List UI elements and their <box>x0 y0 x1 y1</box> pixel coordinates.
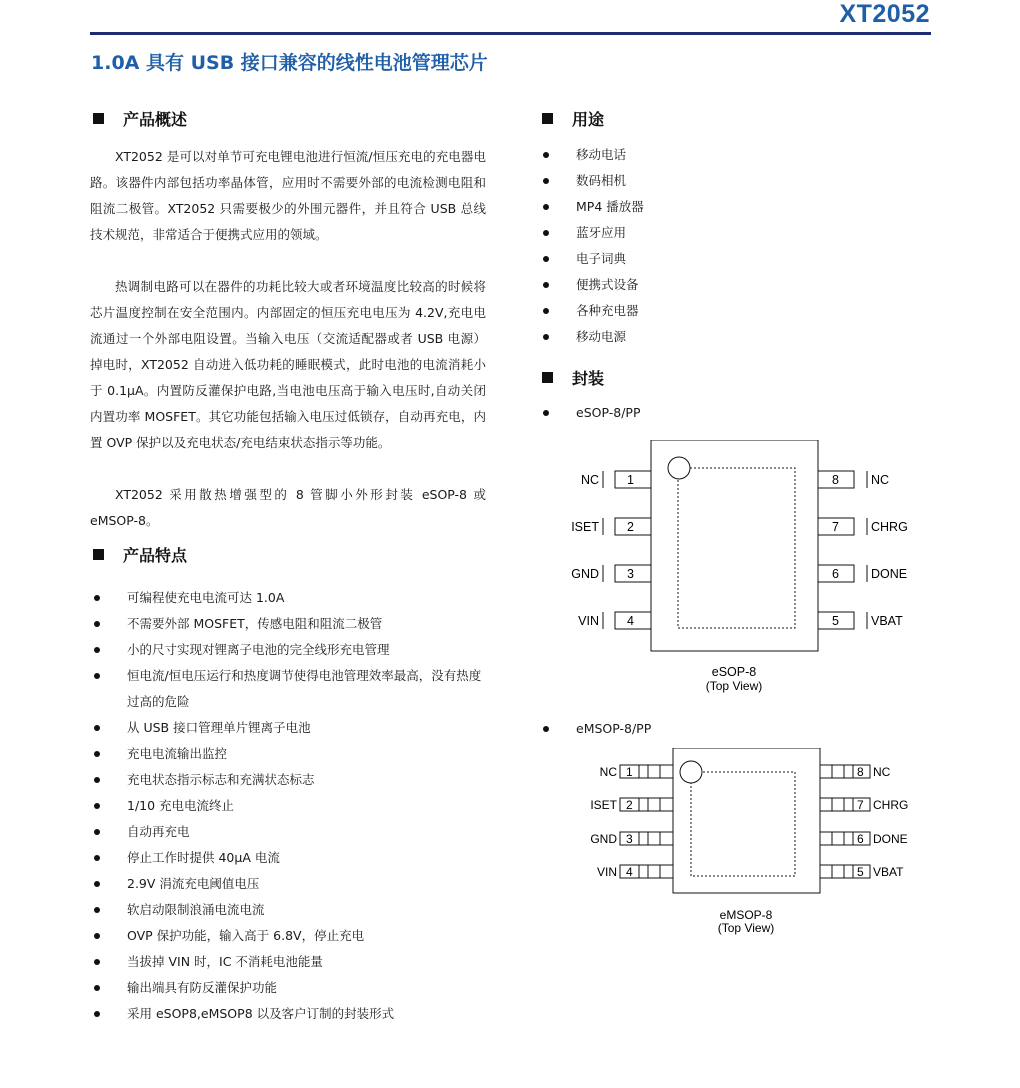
list-item: 1/10 充电电流终止 <box>90 793 489 819</box>
pin-left-3 <box>590 832 673 846</box>
pin-left-4 <box>578 612 651 629</box>
list-item: 蓝牙应用 <box>539 220 644 246</box>
pin-number: 8 <box>832 473 839 487</box>
square-bullet-icon <box>542 113 553 124</box>
list-item: 当拔掉 VIN 时，IC 不消耗电池能量 <box>90 949 489 975</box>
applications-list <box>539 142 644 350</box>
pin-left-1 <box>600 765 673 779</box>
pin1-marker-icon <box>680 761 702 783</box>
pin-number: 3 <box>626 832 633 846</box>
pin-left-3 <box>571 565 651 582</box>
list-item: 移动电话 <box>539 142 644 168</box>
list-item: 不需要外部 MOSFET，传感电阻和阻流二极管 <box>90 611 489 637</box>
esop-package-label: eSOP-8/PP <box>576 405 641 420</box>
pin-number: 2 <box>627 520 634 534</box>
list-item: 软启动限制浪涌电流电流 <box>90 897 489 923</box>
emsop8-pinout-diagram <box>540 748 940 944</box>
list-item: 自动再充电 <box>90 819 489 845</box>
features-heading <box>90 543 187 566</box>
packages-heading <box>539 366 604 389</box>
pin-number: 1 <box>626 765 633 779</box>
pin-name: DONE <box>871 567 908 581</box>
esop8-pinout-diagram <box>540 440 940 702</box>
list-item: 可编程使充电电流可达 1.0A <box>90 585 489 611</box>
square-bullet-icon <box>93 549 104 560</box>
overview-paragraph: XT2052 是可以对单节可充电锂电池进行恒流/恒压充电的充电器电路。该器件内部包括功率晶体管，应用时不需要外部的电流检测电阻和阻流二极管。XT2052 只需要极少的外围元器件，并且符合 USB 总线技术规范，非常适合于便携式应用的领域。 <box>90 149 486 242</box>
pin-name: VIN <box>596 865 617 879</box>
pin-number: 5 <box>832 614 839 628</box>
applications-heading <box>539 107 604 130</box>
pin-right-8 <box>820 765 891 779</box>
pin-number: 4 <box>626 865 633 879</box>
list-item: 恒电流/恒电压运行和热度调节使得电池管理效率最高，没有热度过高的危险 <box>90 663 489 715</box>
list-item: 从 USB 接口管理单片锂离子电池 <box>90 715 489 741</box>
list-item: 充电电流输出监控 <box>90 741 489 767</box>
part-number: XT2052 <box>839 0 930 28</box>
square-bullet-icon <box>542 372 553 383</box>
pin-name: GND <box>571 567 599 581</box>
pin-number: 1 <box>627 473 634 487</box>
overview-paragraph: 热调制电路可以在器件的功耗比较大或者环境温度比较高的时候将芯片温度控制在安全范围内。内部固定的恒压充电电压为 4.2V,充电电流通过一个外部电阻设置。当输入电压（交流适配器或者 USB 电源）掉电时，XT2052 自动进入低功耗的睡眠模式，此时电池的电流消耗小于 0.1μA。内置防反灌保护电路,当电池电压高于输入电压时,自动关闭内置功率 MOSFET。其它功能包括输入电压过低锁存，自动再充电，内置 OVP 保护以及充电状态/充电结束状态指示等功能。 <box>90 279 486 450</box>
pin-name: GND <box>590 832 617 846</box>
list-item: 电子词典 <box>539 246 644 272</box>
pin-right-8 <box>818 471 889 488</box>
pin-right-7 <box>820 798 908 812</box>
pin-number: 7 <box>832 520 839 534</box>
list-item: 2.9V 涓流充电阈值电压 <box>90 871 489 897</box>
pin-right-6 <box>820 832 908 846</box>
pin-name: NC <box>873 765 891 779</box>
square-bullet-icon <box>93 113 104 124</box>
features-heading-text: 产品特点 <box>123 546 188 565</box>
pin-left-4 <box>597 865 673 879</box>
document-title: 1.0A 具有 USB 接口兼容的线性电池管理芯片 <box>91 52 488 74</box>
package-view-note: (Top View) <box>705 679 763 693</box>
pin-name: NC <box>599 765 617 779</box>
list-item: 数码相机 <box>539 168 644 194</box>
pin-right-5 <box>820 865 904 879</box>
pin-name: CHRG <box>871 520 908 534</box>
list-item: 移动电源 <box>539 324 644 350</box>
pin-name: VBAT <box>871 614 903 628</box>
pin-right-6 <box>818 565 907 582</box>
pin-number: 5 <box>857 865 864 879</box>
pin-left-1 <box>581 471 651 488</box>
pin-number: 8 <box>857 765 864 779</box>
list-item: 便携式设备 <box>539 272 644 298</box>
pin-name: NC <box>580 473 599 487</box>
list-item: 小的尺寸实现对锂离子电池的完全线形充电管理 <box>90 637 489 663</box>
pin-number: 6 <box>832 567 839 581</box>
overview-heading-text: 产品概述 <box>123 110 188 129</box>
emsop-package-label: eMSOP-8/PP <box>576 721 652 736</box>
list-item: 各种充电器 <box>539 298 644 324</box>
list-item: 采用 eSOP8,eMSOP8 以及客户订制的封装形式 <box>90 1001 489 1027</box>
pin1-marker-icon <box>668 457 690 479</box>
package-name: eMSOP-8 <box>719 908 773 922</box>
list-item: OVP 保护功能，输入高于 6.8V，停止充电 <box>90 923 489 949</box>
features-list <box>90 585 489 1027</box>
pin-name: DONE <box>873 832 908 846</box>
applications-heading-text: 用途 <box>572 110 605 129</box>
list-item: 充电状态指示标志和充满状态标志 <box>90 767 489 793</box>
overview-paragraph: XT2052 采用散热增强型的 8 管脚小外形封装 eSOP-8 或 eMSOP-8。 <box>90 487 486 528</box>
pin-number: 2 <box>626 798 633 812</box>
pin-name: ISET <box>590 798 617 812</box>
pin-name: VIN <box>578 614 599 628</box>
list-item: 输出端具有防反灌保护功能 <box>90 975 489 1001</box>
package-view-note: (Top View) <box>717 921 775 935</box>
pin-number: 4 <box>627 614 634 628</box>
list-item: MP4 播放器 <box>539 194 644 220</box>
pin-name: CHRG <box>873 798 909 812</box>
pin-left-2 <box>590 798 673 812</box>
pin-right-7 <box>818 518 908 535</box>
pin-name: ISET <box>571 520 599 534</box>
pin-left-2 <box>571 518 651 535</box>
pin-number: 6 <box>857 832 864 846</box>
pin-right-5 <box>818 612 903 629</box>
packages-heading-text: 封装 <box>572 369 605 388</box>
pin-number: 7 <box>857 798 864 812</box>
package-name: eSOP-8 <box>711 665 757 679</box>
pin-name: VBAT <box>873 865 904 879</box>
pin-number: 3 <box>627 567 634 581</box>
header-rule <box>90 32 931 35</box>
pin-name: NC <box>871 473 890 487</box>
list-item: 停止工作时提供 40μA 电流 <box>90 845 489 871</box>
overview-heading <box>90 107 187 130</box>
